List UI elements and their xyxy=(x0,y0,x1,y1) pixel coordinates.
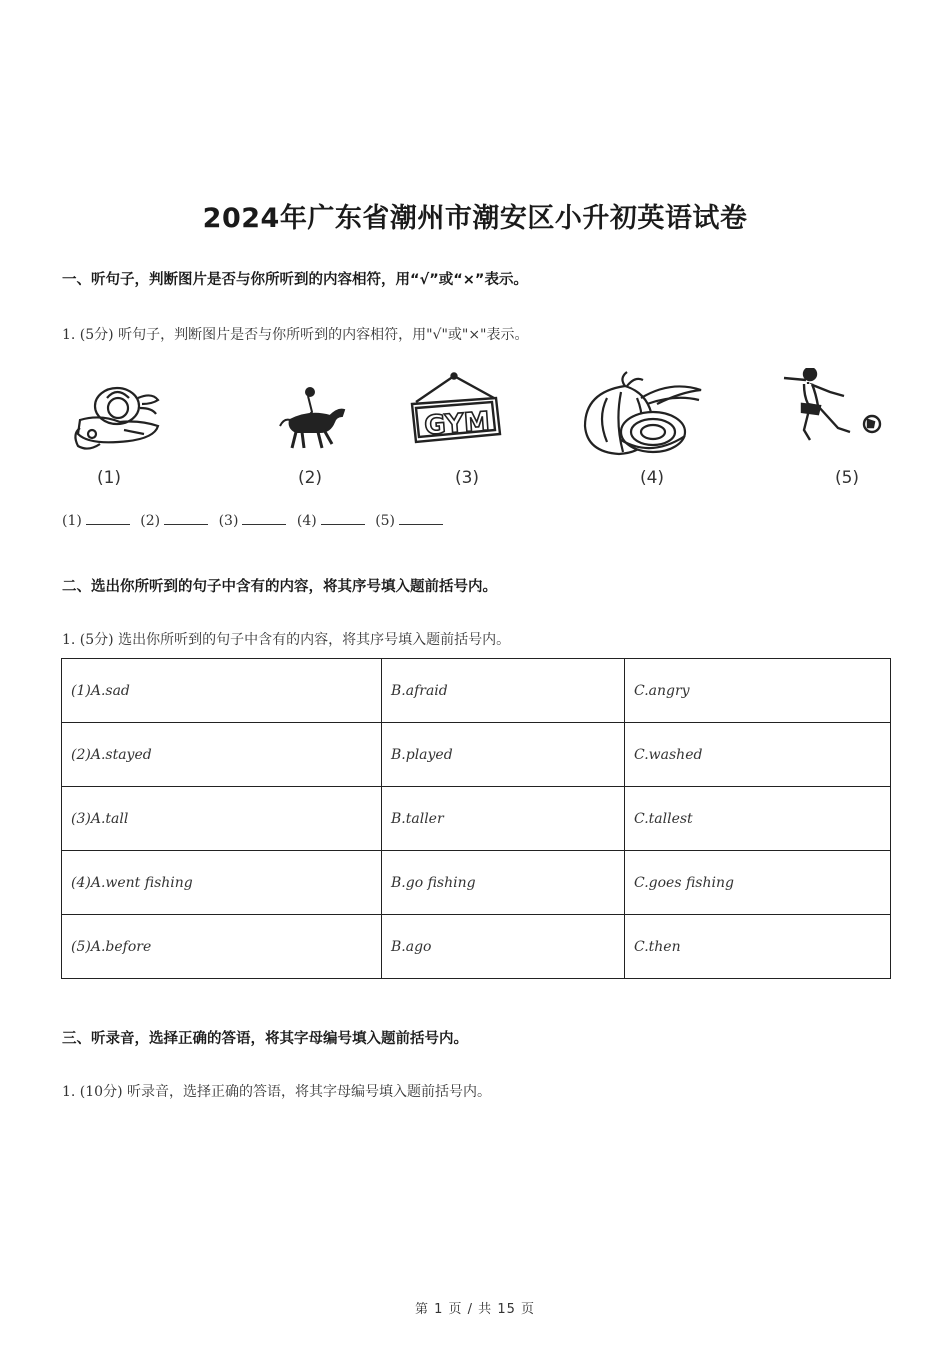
answer-blank-1[interactable] xyxy=(86,512,130,525)
section-3-question: 1. (10分) 听录音，选择正确的答语，将其字母编号填入题前括号内。 xyxy=(62,1084,491,1100)
table-cell: B.afraid xyxy=(382,659,625,723)
table-row xyxy=(62,787,891,851)
picture-1 xyxy=(62,368,192,498)
table-cell: (4)A.went fishing xyxy=(62,851,382,915)
picture-2-label: (2) xyxy=(297,468,323,488)
picture-4 xyxy=(577,368,707,498)
gym-sign-icon xyxy=(402,368,512,468)
table-cell: (5)A.before xyxy=(62,915,382,979)
answer-blank-3[interactable] xyxy=(242,512,286,525)
table-cell: B.ago xyxy=(382,915,625,979)
answer-label-4: (4) xyxy=(296,513,317,529)
picture-5-label: (5) xyxy=(834,468,860,488)
answer-label-5: (5) xyxy=(375,513,396,529)
answer-blank-4[interactable] xyxy=(321,512,365,525)
section-1-question: 1. (5分) 听句子，判断图片是否与你所听到的内容相符，用"√"或"×"表示。 xyxy=(62,327,529,343)
page-title: 2024年广东省潮州市潮安区小升初英语试卷 xyxy=(202,203,748,234)
picture-4-label: (4) xyxy=(639,468,665,488)
astronaut-girl-icon xyxy=(62,368,172,468)
table-row xyxy=(62,659,891,723)
table-cell: B.played xyxy=(382,723,625,787)
picture-5 xyxy=(774,368,904,498)
section-3-heading: 三、听录音，选择正确的答语，将其字母编号填入题前括号内。 xyxy=(62,1031,468,1047)
table-row xyxy=(62,851,891,915)
table-cell: B.go fishing xyxy=(382,851,625,915)
table-cell: (1)A.sad xyxy=(62,659,382,723)
table-cell: C.goes fishing xyxy=(625,851,891,915)
table-row xyxy=(62,723,891,787)
section-2-question: 1. (5分) 选出你所听到的句子中含有的内容，将其序号填入题前括号内。 xyxy=(62,632,511,648)
options-table xyxy=(61,658,891,979)
page-footer: 第 1 页 / 共 15 页 xyxy=(415,1302,535,1317)
answer-blanks xyxy=(62,512,449,529)
picture-2 xyxy=(260,368,390,498)
answer-blank-2[interactable] xyxy=(164,512,208,525)
football-player-icon xyxy=(774,368,894,468)
answer-label-1: (1) xyxy=(62,513,82,529)
picture-3 xyxy=(402,368,532,498)
section-2-heading: 二、选出你所听到的句子中含有的内容，将其序号填入题前括号内。 xyxy=(62,579,497,595)
table-cell: C.angry xyxy=(625,659,891,723)
answer-label-2: (2) xyxy=(140,513,161,529)
table-row xyxy=(62,915,891,979)
table-cell: B.taller xyxy=(382,787,625,851)
table-cell: C.tallest xyxy=(625,787,891,851)
table-cell: C.then xyxy=(625,915,891,979)
table-cell: (3)A.tall xyxy=(62,787,382,851)
gym-sign-text: GYM xyxy=(423,406,491,442)
table-cell: (2)A.stayed xyxy=(62,723,382,787)
picture-1-label: (1) xyxy=(96,468,122,488)
answer-label-3: (3) xyxy=(218,513,239,529)
picture-row xyxy=(62,368,892,498)
picture-3-label: (3) xyxy=(454,468,480,488)
section-1-heading: 一、听句子，判断图片是否与你所听到的内容相符，用“√”或“×”表示。 xyxy=(62,272,528,288)
horse-rider-icon xyxy=(260,368,370,468)
onion-icon xyxy=(577,368,707,468)
table-cell: C.washed xyxy=(625,723,891,787)
answer-blank-5[interactable] xyxy=(399,512,443,525)
